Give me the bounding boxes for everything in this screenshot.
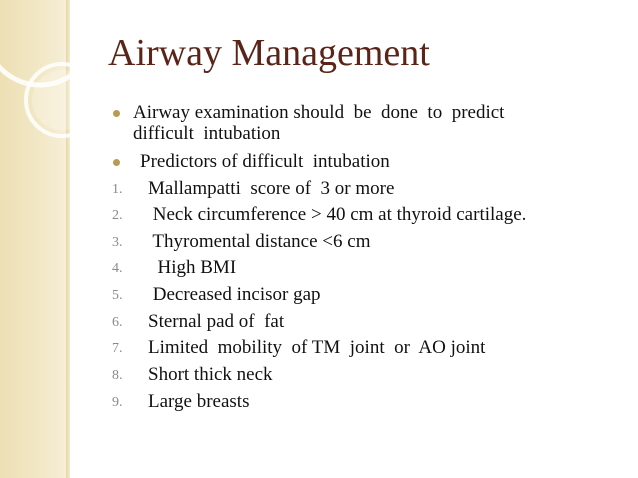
bullet-marker <box>113 159 120 166</box>
list-number: 5. <box>112 288 123 303</box>
bullet-text-line: Predictors of difficult intubation <box>140 151 390 172</box>
slide-title: Airway Management <box>108 32 430 74</box>
bullet-text-line: Airway examination should be done to predict <box>133 102 505 123</box>
list-item: Limited mobility of TM joint or AO joint <box>148 337 486 358</box>
list-item: High BMI <box>148 257 237 278</box>
list-item: Mallampatti score of 3 or more <box>148 178 395 199</box>
list-number: 8. <box>112 368 123 383</box>
bullet-marker <box>113 110 120 117</box>
list-item: Neck circumference > 40 cm at thyroid cartilage. <box>148 204 527 225</box>
list-number: 4. <box>112 261 123 276</box>
list-number: 6. <box>112 315 123 330</box>
list-item: Large breasts <box>148 391 250 412</box>
list-item: Sternal pad of fat <box>148 311 285 332</box>
list-number: 7. <box>112 341 123 356</box>
list-number: 3. <box>112 235 123 250</box>
list-number: 1. <box>112 182 123 197</box>
list-item: Thyromental distance <6 cm <box>148 231 371 252</box>
list-number: 9. <box>112 395 123 410</box>
list-item: Short thick neck <box>148 364 273 385</box>
list-item: Decreased incisor gap <box>148 284 321 305</box>
list-number: 2. <box>112 208 123 223</box>
bullet-text-line: difficult intubation <box>133 123 281 144</box>
